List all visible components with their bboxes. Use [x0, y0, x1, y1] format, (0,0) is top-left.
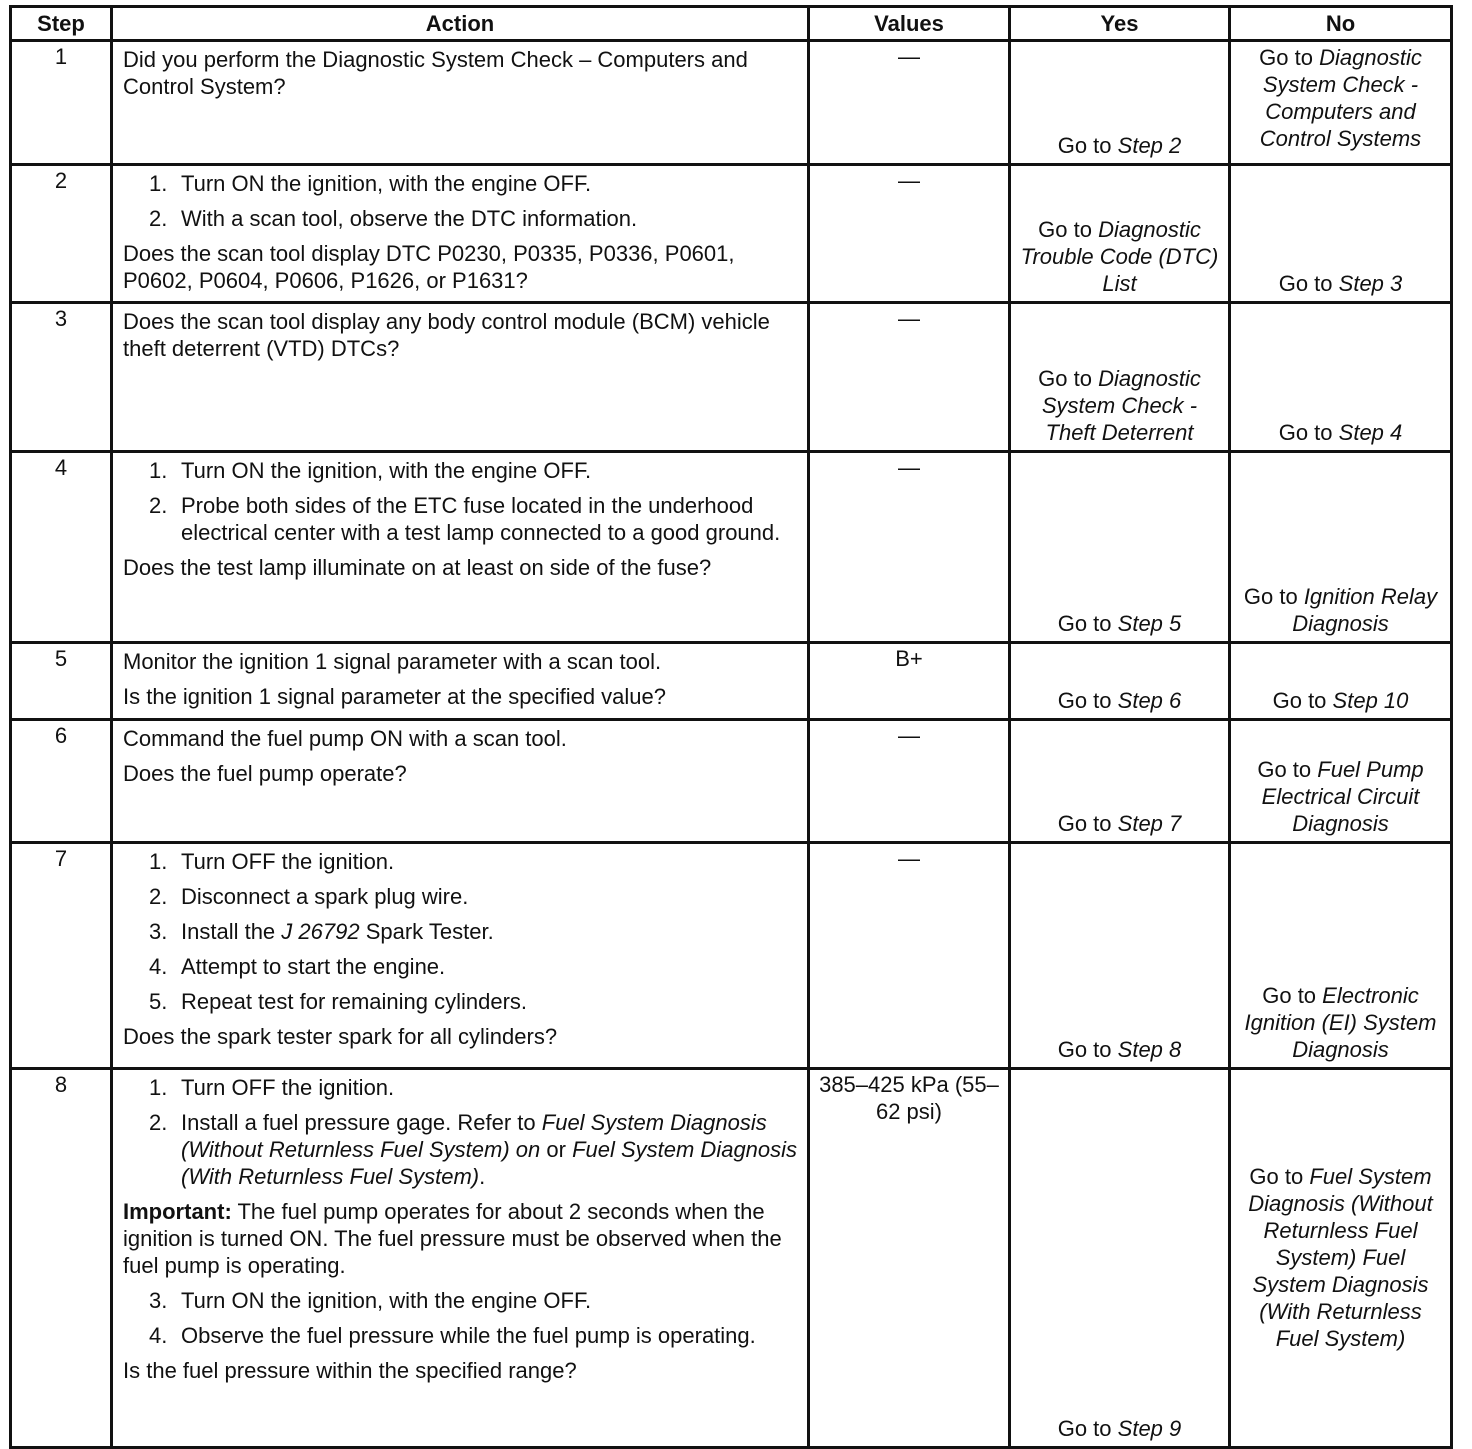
spacer: [1237, 455, 1444, 583]
list-text: [181, 918, 799, 945]
step-number: 7: [11, 843, 112, 1069]
yes-cell-inner: [1017, 1072, 1222, 1442]
list-text: Turn OFF the ignition.: [181, 849, 395, 874]
step-number: 6: [11, 720, 112, 843]
goto-link[interactable]: Fuel Pump Electrical Circuit Diagnosis: [1261, 757, 1424, 836]
text-run: Install the: [181, 919, 282, 944]
value-cell: —: [809, 843, 1010, 1069]
action-question: Does the scan tool display any body control module (BCM) vehicle theft deterrent (VTD) DTCs?: [123, 309, 770, 361]
value-cell: —: [809, 165, 1010, 303]
reference-link[interactable]: J 26792: [281, 919, 360, 944]
goto-link[interactable]: Step 3: [1338, 271, 1403, 296]
yes-goto[interactable]: [1017, 132, 1222, 159]
action-list-item: [123, 883, 799, 910]
list-number: 2.: [149, 1110, 168, 1135]
list-text: Disconnect a spark plug wire.: [181, 884, 469, 909]
yes-cell-inner: [1017, 306, 1222, 446]
value-cell: —: [809, 303, 1010, 452]
header-no: No: [1230, 7, 1452, 41]
goto-prefix: Go to: [1057, 133, 1112, 158]
goto-prefix: Go to: [1243, 584, 1298, 609]
diagnostic-table-container: [9, 5, 1453, 1449]
list-text: Repeat test for remaining cylinders.: [181, 989, 528, 1014]
action-cell: [112, 41, 809, 165]
goto-link[interactable]: Diagnostic Trouble Code (DTC) List: [1020, 217, 1219, 296]
goto-link[interactable]: Step 7: [1117, 811, 1182, 836]
goto-link[interactable]: Step 9: [1117, 1416, 1182, 1441]
goto-prefix: Go to: [1038, 366, 1092, 391]
action-list-item: [123, 1322, 799, 1349]
list-number: 2.: [149, 206, 168, 231]
yes-goto[interactable]: [1017, 1415, 1222, 1442]
action-list-item: [123, 988, 799, 1015]
action-list-item: [123, 1287, 799, 1314]
yes-goto[interactable]: [1017, 216, 1222, 297]
value-cell: B+: [809, 643, 1010, 720]
yes-cell: [1010, 720, 1230, 843]
list-number: 1.: [149, 458, 168, 483]
important-label: Important:: [123, 1199, 232, 1224]
no-goto[interactable]: [1237, 419, 1444, 446]
goto-link[interactable]: Diagnostic System Check - Computers and Control Systems: [1259, 45, 1422, 151]
no-cell: [1230, 41, 1452, 165]
goto-prefix: Go to: [1262, 983, 1317, 1008]
yes-cell: [1010, 1069, 1230, 1448]
step-number: 4: [11, 452, 112, 643]
spacer: [1237, 168, 1444, 270]
yes-cell-inner: [1017, 44, 1222, 159]
no-cell: [1230, 1069, 1452, 1448]
yes-cell: [1010, 303, 1230, 452]
action-question: Does the spark tester spark for all cylinders?: [123, 1024, 558, 1049]
action-question: Does the scan tool display DTC P0230, P0335, P0336, P0601, P0602, P0604, P0606, P1626, or P1631?: [123, 241, 735, 293]
text-run: Spark Tester.: [359, 919, 494, 944]
value-cell: —: [809, 720, 1010, 843]
action-cell: [112, 843, 809, 1069]
text-run: The fuel pump operates for about 2 seconds when the ignition is turned ON. The fuel pressure must be observed when the fuel pump is operating.: [123, 1199, 782, 1278]
list-text: Probe both sides of the ETC fuse located in the underhood electrical center with a test lamp connected to a good ground.: [181, 493, 781, 545]
goto-prefix: Go to: [1257, 757, 1312, 782]
header-action: Action: [112, 7, 809, 41]
header-yes: Yes: [1010, 7, 1230, 41]
no-cell-inner: [1237, 44, 1444, 159]
no-cell-inner: [1237, 306, 1444, 446]
yes-cell-inner: [1017, 646, 1222, 714]
no-cell-inner: [1237, 1072, 1444, 1442]
goto-link[interactable]: Step 2: [1117, 133, 1182, 158]
goto-prefix: Go to: [1278, 271, 1333, 296]
text-run: .: [479, 1164, 486, 1189]
action-question: Did you perform the Diagnostic System Check – Computers and Control System?: [123, 47, 748, 99]
goto-link[interactable]: Step 5: [1117, 611, 1182, 636]
step-number: 8: [11, 1069, 112, 1448]
table-row: [11, 165, 1452, 303]
goto-link[interactable]: Step 6: [1117, 688, 1182, 713]
table-row: [11, 643, 1452, 720]
table-row: [11, 452, 1452, 643]
action-list-item: [123, 457, 799, 484]
spacer: [1017, 168, 1222, 216]
action-list-item: [123, 170, 799, 197]
action-list-item: [123, 1074, 799, 1101]
yes-goto[interactable]: [1017, 687, 1222, 714]
spacer: [1237, 646, 1444, 687]
no-goto[interactable]: [1237, 756, 1444, 837]
text-run: or: [540, 1137, 573, 1162]
action-list-item: [123, 205, 799, 232]
no-goto[interactable]: [1237, 583, 1444, 637]
goto-prefix: Go to: [1057, 688, 1112, 713]
value-cell: —: [809, 41, 1010, 165]
yes-cell: [1010, 165, 1230, 303]
table-row: [11, 41, 1452, 165]
list-number: 2.: [149, 884, 168, 909]
yes-cell-inner: [1017, 168, 1222, 297]
action-cell: [112, 303, 809, 452]
yes-cell: [1010, 843, 1230, 1069]
list-text: Turn OFF the ignition.: [181, 1075, 395, 1100]
yes-goto[interactable]: [1017, 1036, 1222, 1063]
yes-cell: [1010, 452, 1230, 643]
list-text: Turn ON the ignition, with the engine OFF.: [181, 458, 592, 483]
header-values: Values: [809, 7, 1010, 41]
list-text: Observe the fuel pressure while the fuel pump is operating.: [181, 1323, 756, 1348]
spacer: [1017, 455, 1222, 610]
action-list-item: [123, 848, 799, 875]
table-row: [11, 720, 1452, 843]
list-number: 1.: [149, 849, 168, 874]
goto-prefix: Go to: [1278, 420, 1333, 445]
step-number: 2: [11, 165, 112, 303]
yes-cell-inner: [1017, 846, 1222, 1063]
no-goto[interactable]: [1237, 270, 1444, 297]
list-number: 4.: [149, 1323, 168, 1348]
table-row: [11, 1069, 1452, 1448]
spacer: [1017, 846, 1222, 1036]
action-cell: [112, 452, 809, 643]
goto-prefix: Go to: [1272, 688, 1327, 713]
no-cell-inner: [1237, 455, 1444, 637]
action-question: Does the fuel pump operate?: [123, 761, 407, 786]
no-cell: [1230, 720, 1452, 843]
no-cell: [1230, 303, 1452, 452]
yes-cell-inner: [1017, 723, 1222, 837]
reference-link[interactable]: Fuel System Diagnosis (Without Returnless Fuel System) on: [181, 1110, 767, 1162]
yes-cell: [1010, 643, 1230, 720]
spacer: [1017, 723, 1222, 810]
spacer: [1017, 44, 1222, 132]
reference-link[interactable]: Fuel System Diagnosis (With Returnless Fuel System): [181, 1137, 798, 1189]
action-list-item: [123, 492, 799, 546]
no-cell: [1230, 452, 1452, 643]
list-number: 4.: [149, 954, 168, 979]
value-cell: —: [809, 452, 1010, 643]
goto-prefix: Go to: [1259, 45, 1313, 70]
yes-goto[interactable]: [1017, 365, 1222, 446]
action-question: [123, 1198, 799, 1279]
action-question: Is the fuel pressure within the specified range?: [123, 1358, 577, 1383]
goto-prefix: Go to: [1057, 1416, 1112, 1441]
goto-link[interactable]: Step 4: [1338, 420, 1403, 445]
list-number: 1.: [149, 1075, 168, 1100]
step-number: 1: [11, 41, 112, 165]
list-text: Attempt to start the engine.: [181, 954, 446, 979]
action-cell: [112, 165, 809, 303]
list-number: 1.: [149, 171, 168, 196]
header-step: Step: [11, 7, 112, 41]
action-list-item: [123, 918, 799, 945]
goto-link[interactable]: Step 8: [1117, 1037, 1182, 1062]
no-cell: [1230, 843, 1452, 1069]
step-number: 5: [11, 643, 112, 720]
action-cell: [112, 1069, 809, 1448]
action-list-item: [123, 953, 799, 980]
action-cell: [112, 720, 809, 843]
no-goto[interactable]: [1237, 44, 1444, 152]
value-cell: 385–425 kPa (55–62 psi): [809, 1069, 1010, 1448]
goto-prefix: Go to: [1057, 611, 1112, 636]
list-number: 2.: [149, 493, 168, 518]
no-cell-inner: [1237, 723, 1444, 837]
table-row: [11, 843, 1452, 1069]
list-number: 5.: [149, 989, 168, 1014]
goto-link[interactable]: Electronic Ignition (EI) System Diagnosis: [1244, 983, 1437, 1062]
no-cell: [1230, 643, 1452, 720]
goto-prefix: Go to: [1057, 811, 1112, 836]
text-run: Install a fuel pressure gage. Refer to: [181, 1110, 542, 1135]
list-number: 3.: [149, 1288, 168, 1313]
table-row: [11, 303, 1452, 452]
goto-link[interactable]: Diagnostic System Check - Theft Deterrent: [1041, 366, 1201, 445]
action-question: Does the test lamp illuminate on at least on side of the fuse?: [123, 555, 712, 580]
no-goto[interactable]: [1237, 982, 1444, 1063]
action-question: Is the ignition 1 signal parameter at the specified value?: [123, 684, 666, 709]
spacer: [1017, 306, 1222, 365]
goto-prefix: Go to: [1038, 217, 1092, 242]
diagnostic-table: [9, 5, 1453, 1449]
yes-cell: [1010, 41, 1230, 165]
action-question: Monitor the ignition 1 signal parameter with a scan tool.: [123, 649, 662, 674]
no-cell: [1230, 165, 1452, 303]
list-text: Turn ON the ignition, with the engine OFF.: [181, 1288, 592, 1313]
yes-goto[interactable]: [1017, 810, 1222, 837]
action-list-item: [123, 1109, 799, 1190]
no-cell-inner: [1237, 646, 1444, 714]
no-goto[interactable]: [1237, 687, 1444, 714]
goto-link[interactable]: Ignition Relay Diagnosis: [1292, 584, 1438, 636]
goto-link[interactable]: Fuel System Diagnosis (Without Returnless Fuel System) Fuel System Diagnosis (With Returnless Fuel System): [1248, 1163, 1433, 1351]
list-number: 3.: [149, 919, 168, 944]
yes-cell-inner: [1017, 455, 1222, 637]
goto-prefix: Go to: [1057, 1037, 1112, 1062]
list-text: Turn ON the ignition, with the engine OFF.: [181, 171, 592, 196]
spacer: [1017, 1072, 1222, 1415]
step-number: 3: [11, 303, 112, 452]
spacer: [1017, 646, 1222, 687]
goto-prefix: Go to: [1249, 1163, 1304, 1189]
table-header-row: [11, 7, 1452, 41]
spacer: [1237, 306, 1444, 419]
no-cell-inner: [1237, 846, 1444, 1063]
list-text: [181, 1109, 799, 1190]
action-cell: [112, 643, 809, 720]
action-question: Command the fuel pump ON with a scan tool.: [123, 726, 567, 751]
yes-goto[interactable]: [1017, 610, 1222, 637]
no-cell-inner: [1237, 168, 1444, 297]
goto-link[interactable]: Step 10: [1332, 688, 1409, 713]
list-text: With a scan tool, observe the DTC information.: [181, 206, 638, 231]
no-goto[interactable]: [1237, 1163, 1444, 1352]
